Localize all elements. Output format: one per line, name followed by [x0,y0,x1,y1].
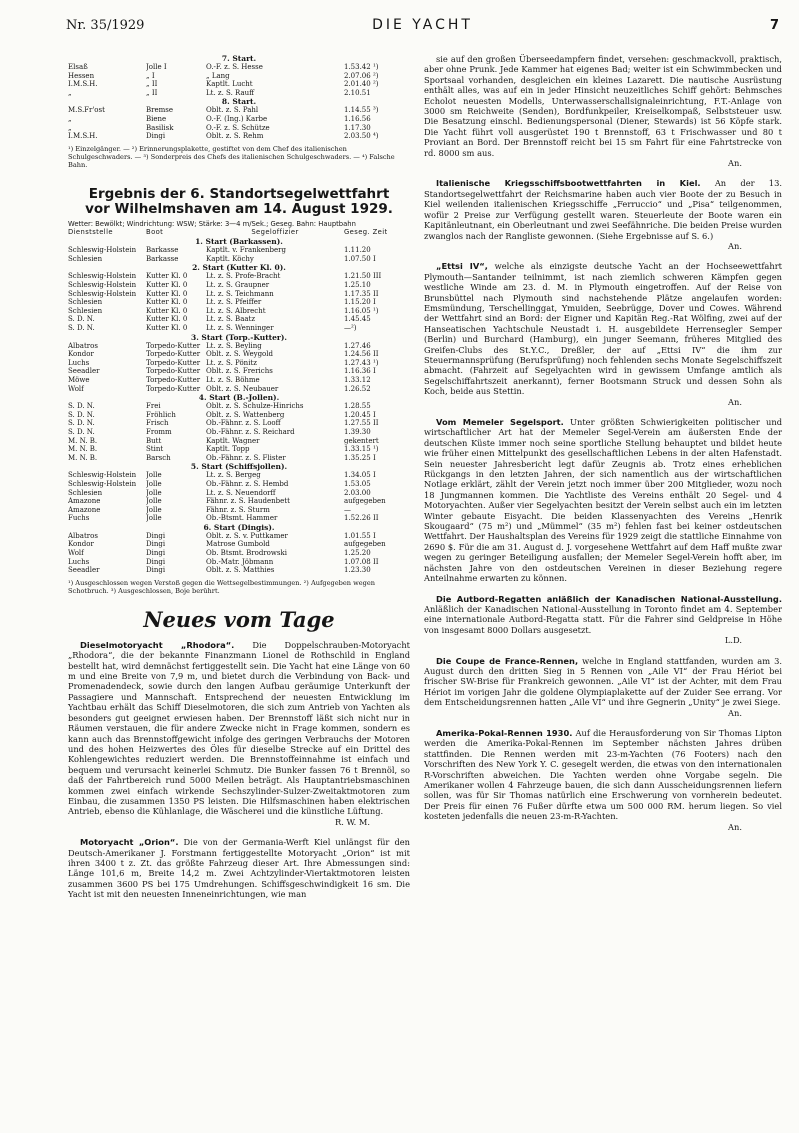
top-results-footnote: ¹) Einzelgänger. — ²) Erinnerungsplakette, gestiftet von dem Chef des italienischen Schulgeschwaders. — ³) Sonderpreis des Chefs des italienischen Schulgeschwaders. — ⁴) Falsche Bahn. [68,144,395,169]
table-row [68,255,410,264]
table-cell: 1.25.20 [344,549,371,558]
table-cell: 1.16.36 I [344,367,376,376]
article-text [424,178,782,240]
table-cell: Kaptlt. Wagner [206,436,260,445]
table-cell: Fromm [146,427,172,436]
news-article [424,54,782,168]
table-cell: aufgegeben [344,497,386,506]
table-cell: 1.17.30 [344,123,371,132]
table-cell: Albatros [68,341,98,350]
table-cell: Lt. z. S. Pfeiffer [206,298,262,307]
regatta-title-line2: vor Wilhelmshaven am 14. August 1929. [85,200,393,217]
table-cell: Lt. z. S. Profe-Bracht [206,272,281,281]
article-spacer [424,718,782,728]
table-cell: Lt. z. S. Neuendorff [206,488,276,497]
article-text [424,728,782,822]
regatta-title-line1: Ergebnis der 6. Standortsegelwettfahrt [88,185,390,202]
article-headline: Italienische Kriegsschiffsbootwettfahrten in Kiel. [436,178,701,189]
table-cell: Kondor [68,540,94,549]
table-cell: Stint [146,445,164,454]
table-row [68,246,410,255]
table-cell: Jolle [146,471,162,480]
table-row [68,106,410,115]
news-article [424,594,782,646]
article-headline: Die Coupe de France-Rennen, [436,655,579,666]
table-cell: „ II [146,88,158,97]
table-cell: Lt. z. S. Böhme [206,375,260,384]
table-cell: Schleswig-Holstein [68,246,137,255]
table-cell: Kaptlt. v. Frankenberg [206,246,287,255]
table-cell: 1.20.45 I [344,410,376,419]
article-headline: Motoryacht „Orion“. [80,837,179,848]
table-row [68,566,410,575]
table-cell: Oblt. z. S. Weygold [206,350,273,359]
table-cell: Schlesien [68,298,103,307]
table-cell: Seeadler [68,566,100,575]
table-cell: Ob.-Fähnr. z. S. Hembd [206,479,289,488]
table-cell: aufgegeben [344,540,386,549]
table-row [68,63,410,72]
table-cell: 1.27.46 [344,341,371,350]
column-header: Segeloffizier [251,228,299,237]
table-cell: Lt. z. S. Beyling [206,341,262,350]
article-headline: Amerika-Pokal-Rennen 1930. [436,727,573,738]
table-cell: 2.07.06 ²) [344,71,379,80]
table-cell: 2.03.50 ⁴) [344,132,379,141]
table-row [68,132,410,141]
article-text [424,261,782,396]
table-row [68,471,410,480]
table-row [68,558,410,567]
article-text [424,54,782,158]
table-cell: M.S.Fr'ost [68,106,105,115]
results-subheading: 3. Start (Torp.-Kutter). [190,332,288,342]
table-cell: 1.34.05 I [344,471,376,480]
table-row [68,428,410,437]
table-cell: Hessen [68,71,95,80]
table-cell: Schleswig-Holstein [68,289,137,298]
table-row [68,324,410,333]
table-cell: Luchs [68,358,90,367]
table-cell: Fuchs [68,514,90,523]
table-cell: 1.33.12 [344,375,371,384]
table-cell: —²) [344,324,357,332]
table-row [68,307,410,316]
table-row [68,72,410,81]
table-cell: Dingi [146,531,166,540]
table-cell: Schlesien [68,306,103,315]
table-cell: „ [68,123,72,132]
table-cell: Frisch [146,419,169,428]
article-text [68,837,410,899]
table-cell: Lt. z. S. Teichmann [206,289,274,298]
table-cell: Möwe [68,375,90,384]
table-row [68,532,410,541]
table-cell: Luchs [68,557,90,566]
article-body: welche in England stattfanden, wurden am 3. August durch den dritten Sieg in 5 Rennen von „Aile VI“ der Frau Hériot bei frischer SW-Brise für Frankreich gewonnen. „Aile VI“ ist der Achter, mit dem Frau Hériot im vorigen Jahr die goldene Olympiaplakette auf der Zuider See errang. Vor dem Entscheidungsrennen hatten „Aile VI“ und ihre Gegnerin „Unity“ je zwei Siege. [424,655,782,708]
table-cell: Torpedo-Kutter [146,375,201,384]
table-cell: Bremse [146,106,174,115]
table-cell: 1.16.56 [344,114,371,123]
table-cell: Dingi [146,566,166,575]
table-cell: M. N. B. [68,445,98,454]
table-cell: 1.24.56 II [344,350,379,359]
article-body: welche als einzigste deutsche Yacht an der Hochseewettfahrt Plymouth—Santander teilnimmt, ist nach ziemlich schweren Kämpfen gegen westliche Winde am 23. d. M. in Plymouth eingetroffen. Auf der Reise von Brunsbüttel nach Plymouth sind nachstehende Plätze angelaufen worden: Emsmündung, Terschellinggat, Ymuiden, Seebrügge, Dover und Cowes. Während der Wettfahrt sind an Bord: der Eigner und Kapitän Reg.-Rat Wölfing, zwei auf der Hanseatischen Yachtschule Neustadt i. H. ausgebildete Herrensegler Semper (Berlin) und Burchard (Hamburg), ein junger Seemann, früheres Mitglied des Greifen-Clubs des St.Y.C., Dreßler, der auf „Ettsi IV“ die ihm zur Steuermannsprüfung (Berufsprüfung) noch fehlenden sechs Monate Segelschiffszeit abmacht. (Fahrzeit auf Segelyachten wird in gewissem Umfange amtlich als Segelschiffahrtszeit anerkannt), ferner Bootsmann Struck und dessen Sohn als Koch, beide aus Stettin. [424,261,782,397]
news-article [424,417,782,584]
table-cell: 1.21.50 III [344,272,382,281]
right-articles [424,54,782,832]
article-headline: „Ettsi IV“, [436,261,488,272]
table-row [68,359,410,368]
table-row [68,540,410,549]
table-cell: I.M.S.H. [68,80,98,89]
news-article [424,656,782,718]
table-cell: Lt. z. S. Bergeg [206,471,261,480]
table-row [68,497,410,506]
page-number: 7 [769,18,779,33]
table-cell: Kutter Kl. 0 [146,272,188,281]
regatta-footnote: ¹) Ausgeschlossen wegen Verstoß gegen die Wettsegelbestimmungen. ²) Aufgegeben wegen Schotbruch. ³) Ausgeschlossen, Boje berührt. [68,578,376,595]
table-cell: 1.07.50 I [344,254,376,263]
article-signature: L.D. [724,635,742,646]
table-cell: Schleswig-Holstein [68,272,137,281]
section-title: Neues vom Tage [143,606,335,632]
table-row [68,115,410,124]
table-cell: Amazone [68,505,101,514]
article-signature: An. [728,396,742,407]
article-headline: Vom Memeler Segelsport. [436,417,564,427]
table-cell: Torpedo-Kutter [146,350,201,359]
table-cell: Jolle [146,514,162,523]
table-row [68,454,410,463]
table-cell: S. D. N. [68,324,95,332]
table-row [68,367,410,376]
table-cell: Ob. Btsmt. Brodrowski [206,549,287,558]
table-cell: Ob.-Fähnr. z. S. Flister [206,453,286,462]
table-cell: Lt. z. S. Pönitz [206,358,257,367]
article-body: sie auf den großen Überseedampfern findet, versehen: geschmackvoll, praktisch, aber ohne Prunk. Jede Kammer hat eigenes Bad; weiter ist ein Schwimmbecken und Sportsaal vorhanden, desgleichen ein kleines Lazarett. Die nautische Ausrüstung enthält alles, was auf ein in jeder Hinsicht neuzeitliches Schiff gehört: Behmsches Echolot neuesten Modells, Unterwasserschallsignaleinrichtung, F.T.-Anlage von 3000 sm Reichweite (Senden), Bordfunkpeiler, Kreiselkompaß, Selbststeuer usw. Die Besatzung einschl. Bedienungspersonal (Diener, Stewards) ist 56 Köpfe stark. Die Yacht führt voll ausgerüstet 190 t Brennstoff, 63 t Frischwasser und 80 t Proviant an Bord. Der Brennstoff reicht bei 15 sm Fahrt für eine Fahrtstrecke von rd. 8000 sm aus. [424,54,782,158]
article-headline: Die Autbord-Regatten anläßlich der Kanadischen National-Ausstellung. [436,593,782,604]
table-cell: O.-F. z. S. Schütze [206,123,270,132]
table-row [68,549,410,558]
article-body: Unter größten Schwierigkeiten politischer und wirtschaftlicher Art hat der Memeler Segel-Verein am äußersten Ende der deutschen Küste immer noch seine sportliche Stellung behauptet und bildet heute wie früher einen Mittelpunkt des gesellschaftlichen Lebens in der alten Hafenstadt. Sein neuester Jahresbericht legt dafür Zeugnis ab. Trotz eines erheblichen Rückgangs in den letzten Jahren, der sich namentlich aus der wirtschaftlichen Notlage erklärt, zählt der Verein jetzt noch immer über 200 Mitglieder, wozu noch 18 Jungmannen kommen. Die Yachtliste des Vereins enthält 20 Segel- und 4 Motoryachten. Außer vier Segelyachten besitzt der Verein selbst auch ein im letzten Winter gebaute Eisyacht. Die beiden Klassenyachten des Vereins „Henrik Skougaard“ (75 m²) und „Mümmel“ (35 m²) fehlen fast bei keiner ostdeutschen Wettfahrt. Der Haushaltsplan des Vereins für 1929 zeigt die stattliche Einnahme von 2690 $. Für die am 31. August d. J. vorgesehene Wettfahrt auf dem Haff mußte zwar wegen zu geringer Beteiligung ausfallen; der Memeler Segel-Verein hofft aber, im nächsten Jahre von den ostdeutschen Vereinen in dieser Beziehung regere Anteilnahme erwarten zu können. [424,417,783,584]
table-cell: 1.14.55 ³) [344,106,379,115]
column-header: Geseg. Zeit [344,228,388,237]
table-cell: 1.33.15 ¹) [344,445,379,454]
regatta-title [68,187,410,217]
table-cell: S. D. N. [68,427,95,436]
table-cell: 1.45.45 [344,315,371,324]
table-cell: „ II [146,80,158,89]
page-header [66,14,779,44]
table-cell: Ob.-Fähnr. z. S. Reichard [206,427,295,436]
table-cell: 1.17.35 II [344,289,379,298]
table-cell: S. D. N. [68,410,95,419]
table-cell: 2.03.00 [344,488,371,497]
table-row [68,514,410,523]
results-subheading: 1. Start (Barkassen). [195,237,283,247]
table-row [68,506,410,515]
article-signature: R. W. M. [334,816,370,827]
table-row [68,315,410,324]
table-cell: 1.27.43 ¹) [344,358,379,367]
table-cell: Dingi [146,132,166,141]
table-cell: Lt. z. S. Albrecht [206,306,266,315]
table-cell: S. D. N. [68,402,95,411]
results-subheading: 6. Start (Dingis). [203,522,275,532]
table-row [68,376,410,385]
results-subheading: 4. Start (B.-Jollen). [198,393,280,403]
table-cell: Kutter Kl. 0 [146,306,188,315]
table-cell: Jolle [146,488,162,497]
table-cell: 1.39.30 [344,427,371,436]
table-cell: Wolf [68,384,84,393]
table-cell: Ob.-Btsmt. Hammer [206,514,278,523]
table-cell: Oblt. z. S. Wattenberg [206,410,285,419]
article-headline: Dieselmotoryacht „Rhodora“. [80,639,235,650]
table-cell: Kaptlt. Topp [206,445,250,454]
table-cell: „ [68,114,72,123]
table-row [68,419,410,428]
table-cell: Dingi [146,540,166,549]
left-articles [68,640,410,900]
table-cell: Dingi [146,549,166,558]
table-cell: 1.52.26 II [344,514,379,523]
table-cell: Butt [146,436,162,445]
table-cell: „ Lang [206,71,230,80]
table-cell: 1.15.20 I [344,298,376,307]
news-article [68,837,410,899]
table-cell: Kutter Kl. 0 [146,324,188,332]
article-body: Die von der Germania-Werft Kiel unlängst für den Deutsch-Amerikaner J. Forstmann fertiggestellte Motoryacht „Orion“ ist mit ihren 3400 t z. Zt. das größte Fahrzeug dieser Art. Ihre Abmessungen sind: Länge 101,6 m, Breite 14,2 m. Zwei Achtzylinder-Viertaktmotoren leisten zusammen 3600 PS bei 175 Umdrehungen. Schiffsgeschwindigkeit 16 sm. Die Yacht ist mit den neuesten Inneneinrichtungen, wie man [68,837,411,900]
table-cell: Torpedo-Kutter [146,367,201,376]
magazine-title: DIE YACHT [372,17,473,33]
issue-number: Nr. 35/1929 [66,18,145,33]
article-spacer [68,827,410,837]
table-row [68,342,410,351]
table-cell: gekentert [344,436,379,445]
results-subheading: 5. Start (Schiffsjollen). [190,462,288,472]
article-spacer [424,407,782,417]
table-cell: Kaptlt. Lucht [206,80,253,89]
table-cell: 1.25.10 [344,281,371,290]
table-cell: 1.27.55 II [344,419,379,428]
table-cell: M. N. B. [68,436,98,445]
table-cell: Oblt. z. S. Schulze-Hinrichs [206,402,304,411]
table-row [68,480,410,489]
results-subheading: 8. Start. [221,97,257,107]
table-cell: Oblt. z. S. v. Puttkamer [206,531,288,540]
table-cell: Oblt. z. S. Matthies [206,566,275,575]
table-row [68,489,410,498]
column-header: Dienststelle [68,228,113,237]
table-cell: Kutter Kl. 0 [146,315,188,324]
table-cell: Schleswig-Holstein [68,471,137,480]
table-row [68,290,410,299]
table-cell: Barsch [146,453,171,462]
results-column-headers [68,228,410,237]
table-cell: Barkasse [146,246,179,255]
table-row [68,272,410,281]
column-header: Boot [146,228,164,237]
table-cell: Oblt. z. S. Rehm [206,132,264,141]
article-text [424,594,782,636]
table-cell: Biene [146,114,167,123]
table-cell: 1.11.20 [344,246,371,255]
article-signature: An. [728,240,742,251]
article-signature: An. [728,158,742,169]
table-cell: Schlesien [68,254,103,263]
table-row [68,80,410,89]
article-spacer [424,251,782,261]
article-body: An der 13. Standortsegelwettfahrt der Reichsmarine haben auch vier Boote der zu Besuch in Kiel weilenden italienischen Kriegsschiffe „Ferruccio“ und „Pisa“ teilgenommen, wofür 2 Preise zur Verfügung gestellt waren. Steuerleute der Boote waren ein Kapitänleutnant, ein Oberleutnant und zwei Seefähnriche. Die beiden Preise wurden zwanglos nach der Rangliste gewonnen. (Siehe Ergebnisse auf S. 6.) [424,178,782,241]
table-row [68,298,410,307]
news-article [68,640,410,827]
table-cell: Seeadler [68,367,100,376]
table-cell: S. D. N. [68,419,95,428]
table-cell: I.M.S.H. [68,132,98,141]
table-cell: O.-F. (Ing.) Karbe [206,114,268,123]
table-cell: Basilisk [146,123,174,132]
left-column [68,54,410,900]
table-cell: Dingi [146,557,166,566]
table-cell: 1.23.30 [344,566,371,575]
table-cell: Amazone [68,497,101,506]
table-cell: Matrose Gumbold [206,540,270,549]
table-cell: Torpedo-Kutter [146,384,201,393]
table-cell: Jolle [146,497,162,506]
table-cell: Schleswig-Holstein [68,479,137,488]
news-article [424,178,782,251]
table-cell: 2.01.40 ²) [344,80,379,89]
results-subheading: 2. Start (Kutter Kl. 0). [192,263,286,273]
table-cell: Albatros [68,531,98,540]
table-cell: Oblt. z. S. Neubauer [206,384,279,393]
article-spacer [424,168,782,178]
table-row [68,350,410,359]
article-text [68,640,410,817]
table-cell: „ [68,88,72,97]
table-row [68,402,410,411]
table-cell: M. N. B. [68,453,98,462]
table-cell: Kutter Kl. 0 [146,281,188,290]
table-cell: Torpedo-Kutter [146,358,201,367]
table-cell: 1.26.52 [344,384,371,393]
table-cell: Kutter Kl. 0 [146,289,188,298]
table-cell: Ob.-Fähnr. z. S. Looff [206,419,281,428]
table-cell: Barkasse [146,254,179,263]
table-cell: 1.28.55 [344,402,371,411]
table-cell: Kutter Kl. 0 [146,298,188,307]
table-cell: — [344,505,351,514]
table-row [68,124,410,133]
table-cell: Oblt. z. S. Pahl [206,106,259,115]
table-cell: „ I [146,71,155,80]
table-cell: Jolle [146,505,162,514]
table-cell: Elsaß [68,63,88,71]
news-article [424,261,782,407]
table-cell: Lt. z. S. Baatz [206,315,256,324]
table-cell: 1.53.42 ¹) [344,63,379,71]
top-results-table [68,63,410,141]
table-row [68,411,410,420]
article-body: Auf die Herausforderung von Sir Thomas Lipton werden die Amerika-Pokal-Rennen im September nächsten Jahres drüben stattfinden. Die Rennen werden mit 23-m-Yachten (76 Footers) nach den Vorschriften des New York Y. C. gesegelt werden, die etwas von den internationalen R-Vorschriften abweichen. Die Yachten werden ohne Vorgabe segeln. Die Amerikaner wollen 4 Fahrzeuge bauen, die sich dann Ausscheidungsrennen liefern sollen, was für Sir Thomas natürlich eine Erschwerung von vornherein bedeutet. Der Preis für einen 76 Fußer dürfte etwa um 500 000 RM. herum liegen. So viel kosteten jedenfalls die neuen 23-m-R-Yachten. [424,727,783,822]
table-row [68,445,410,454]
table-cell: Kondor [68,350,94,359]
table-cell: 1.01.55 I [344,531,376,540]
article-text [424,656,782,708]
regatta-results-table [68,237,410,575]
article-signature: An. [728,707,742,718]
table-row [68,385,410,394]
article-body: Anläßlich der Kanadischen National-Ausstellung in Toronto findet am 4. September eine internationale Autbord-Regatta statt. Für die Fahrer sind Geldpreise in Höhe von insgesamt 8000 Dollars ausgesetzt. [424,603,782,635]
table-cell: Frei [146,402,161,411]
table-cell: Lt. z. S. Rauff [206,88,255,97]
table-cell: Fähnr. z. S. Haudenbett [206,497,290,506]
table-cell: Kaptlt. Köchy [206,254,254,263]
news-article [424,728,782,832]
table-row [68,437,410,446]
table-cell: Oblt. z. S. Frerichs [206,367,273,376]
table-cell: Fröhlich [146,410,176,419]
table-cell: Wolf [68,549,84,558]
table-cell: Torpedo-Kutter [146,341,201,350]
table-cell: 2.10.51 [344,88,371,97]
table-cell: Lt. z. S. Wenninger [206,324,274,332]
table-cell: S. D. N. [68,315,95,324]
article-body: Die Doppelschrauben-Motoryacht „Rhodora“, die der bekannte Finanzmann Lionel de Rothschild in England bestellt hat, wird demnächst fertiggestellt sein. Die Yacht hat eine Länge von 60 m und eine Breite von 7,9 m, und bietet durch die Verbindung von Back- und Promenadendeck, sowie durch den langen Aufbau geräumige Unterkunft der Passagiere und Mannschaft. Entsprechend der neuesten Entwicklung im Yachtbau erhält das Schiff Dieselmotoren, die sich zum Antrieb von Yachten als besonders gut geeignet erwiesen haben. Der Brennstoff läßt sich nicht nur in Räumen verstauen, die für andere Zwecke nicht in Frage kommen, sondern es kann auch das Brennstoffgewicht infolge des geringen Verbrauchs der Motoren und des hohen Heizwertes des Öles für dieselbe Strecke auf ein Drittel des Kohlengewichtes reduziert werden. Die Brennstoffeinnahme ist einfach und bequem und verursacht keinerlei Schmutz. Die Bunker fassen 76 t Brennöl, so daß der Fahrtbereich rund 5000 Meilen beträgt. Als Hauptantriebsmaschinen kommen zwei einfach wirkende Sechszylinder-Sulzer-Zweitaktmotoren zum Einbau, die zusammen 1350 PS leisten. Die Hilfsmaschinen haben elektrischen Antrieb, ebenso die Kühlanlage, die Wäscherei und die künstliche Lüftung. [68,639,410,817]
table-row [68,281,410,290]
table-cell: Lt. z. S. Graupner [206,281,270,290]
table-cell: Jolle I [146,63,167,71]
table-cell: Schleswig-Holstein [68,281,137,290]
table-cell: Fähnr. z. S. Sturm [206,505,270,514]
article-spacer [424,646,782,656]
table-cell: Ob.-Matr. Jöbmann [206,557,274,566]
table-cell: 1.16.05 ¹) [344,306,379,315]
weather-conditions: Wetter: Bewölkt; Windrichtung: WSW; Stärke: 3—4 m/Sek.; Geseg. Bahn: Hauptbahn [68,219,356,228]
table-cell: Jolle [146,479,162,488]
table-cell: 1.53.05 [344,479,371,488]
table-cell: Schlesien [68,488,103,497]
table-row [68,89,410,98]
results-subheading: 7. Start. [221,54,257,63]
table-cell: 1.35.25 I [344,453,376,462]
right-column [424,54,782,832]
article-signature: An. [728,821,742,832]
article-text [424,417,782,584]
article-spacer [424,584,782,594]
table-cell: 1.07.08 II [344,557,379,566]
table-cell: O.-F. z. S. Hesse [206,63,263,71]
